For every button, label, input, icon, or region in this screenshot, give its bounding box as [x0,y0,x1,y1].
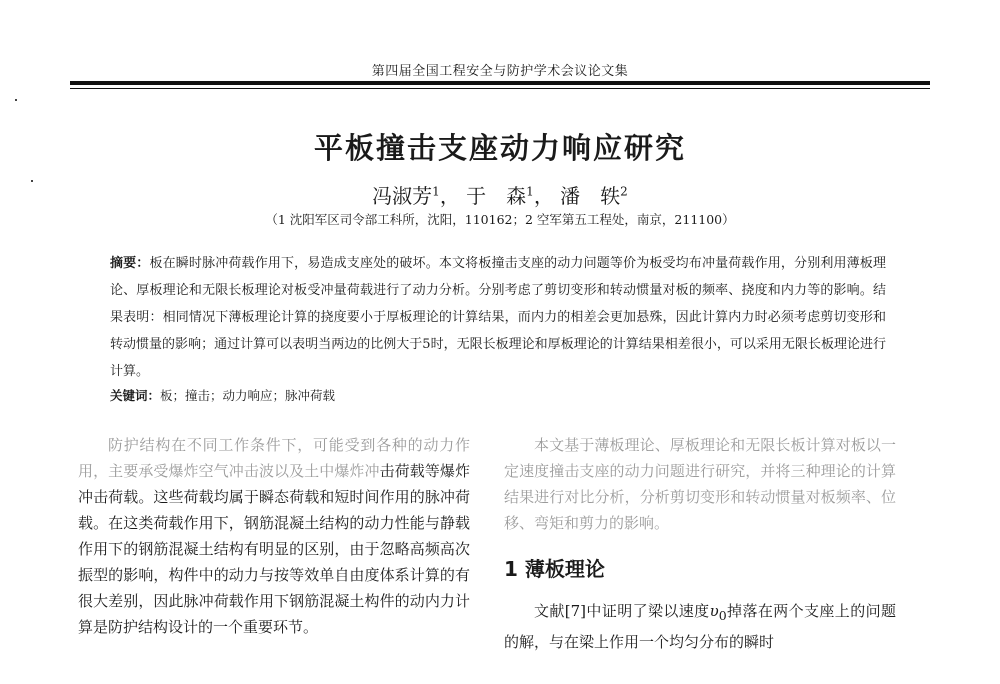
velocity-symbol: υ [709,602,719,620]
affiliation: （1 沈阳军区司令部工科所，沈阳，110162；2 空军第五工程处，南京，211100） [265,212,735,227]
keywords [110,386,886,404]
body-paragraph [78,432,470,640]
keywords-label: 关键词： [110,388,161,403]
author-name: 潘 轶 [560,184,621,208]
author-affil-mark: 1 [432,184,440,199]
abstract-label: 摘要： [110,256,150,271]
velocity-subscript: 0 [718,608,727,623]
author-affil-mark: 1 [526,184,534,199]
author-affil-mark: 2 [620,184,628,199]
author-list [0,180,1000,209]
header-rule-thick [70,81,930,85]
section-heading: 1 薄板理论 [504,557,605,581]
header-rule-thin [70,88,930,89]
body-column-right [504,432,896,655]
author-separator: ， [533,184,554,208]
paper-title: 平板撞击支座动力响应研究 [313,131,686,165]
author-name: 冯淑芳 [372,184,433,208]
body-paragraph [504,598,896,655]
scan-speck [15,99,17,101]
paragraph-text: 掉落在两个支座上的问题的解，与在梁上作用一个均匀分布的瞬时 [504,602,896,651]
body-paragraph: 本文基于薄板理论、厚板理论和无限长板计算对板以一定速度撞击支座的动力问题进行研究，并将三种理论的计算结果进行对比分析，分析剪切变形和转动惯量对板频率、位移、弯矩和剪力的影响。 [504,436,896,532]
body-column-left [78,432,470,640]
running-header: 第四届全国工程安全与防护学术会议论文集 [371,64,629,79]
abstract [110,250,886,385]
abstract-text: 板在瞬时脉冲荷载作用下，易造成支座处的破坏。本文将板撞击支座的动力问题等价为板受均布冲量荷载作用，分别利用薄板理论、厚板理论和无限长板理论对板受冲量荷载进行了动力分析。分别考虑了剪切变形和转动惯量对板的频率、挠度和内力等的影响。结果表明：相同情况下薄板理论计算的挠度要小于厚板理论的计算结果，而内力的相差会更加悬殊，因此计算内力时必须考虑剪切变形和转动惯量的影响；通过计算可以表明当两边的比例大于5时，无限长板理论和厚板理论的计算结果相差很小，可以采用无限长板理论进行计算。 [110,256,886,379]
paragraph-text: 击荷载等爆炸冲击荷载。这些荷载均属于瞬态荷载和短时间作用的脉冲荷载。在这类荷载作用下，钢筋混凝土结构的动力性能与静载作用下的钢筋混凝土结构有明显的区别，由于忽略高频高次振型的影响，构件中的动力与按等效单自由度体系计算的有很大差别，因此脉冲荷载作用下钢筋混凝土构件的动内力计算是防护结构设计的一个重要环节。 [78,462,470,636]
faded-text: 防护结构在不同工作条件下，可能受到各种的动力作用，主要承受爆炸空气冲击波以及土中爆炸冲 [78,436,470,480]
keywords-text: 板；撞击；动力响应；脉冲荷载 [160,388,336,403]
paragraph-text: 文献[7]中证明了梁以速度 [534,602,710,620]
author-name: 于 森 [466,184,527,208]
author-separator: ， [439,184,460,208]
